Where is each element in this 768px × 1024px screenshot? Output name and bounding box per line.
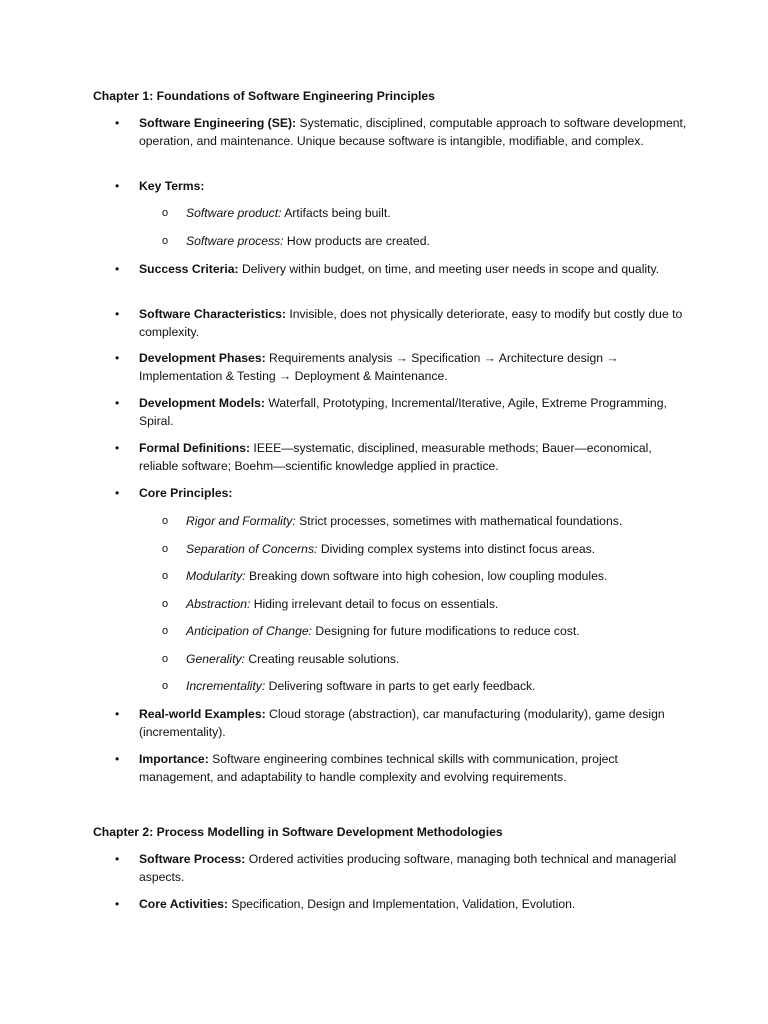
description: Software engineering combines technical skills with communication, project management, and adaptability to handle complexity and evolving requirements. [139,752,618,784]
term: Modularity: [186,569,246,583]
term: Importance: [139,752,209,766]
chapter-2-heading: Chapter 2: Process Modelling in Software Development Methodologies [93,825,503,839]
description: Ordered activities producing software, managing both technical and managerial aspects. [139,852,677,884]
description: Breaking down software into high cohesion, low coupling modules. [245,569,608,583]
term: Core Activities: [139,897,228,911]
list-item-core-activities [139,896,687,914]
sub-item-rigor-formality [186,513,706,531]
description: Artifacts being built. [281,206,391,220]
term: Rigor and Formality: [186,514,296,528]
list-item-success-criteria [139,261,687,279]
list-item-real-world-examples [139,706,687,741]
list-item-software-process [139,851,687,886]
chapter-1-heading: Chapter 1: Foundations of Software Engineering Principles [93,89,435,103]
description: Requirements analysis → Specification → Architecture design → Implementation & Testing → Deployment & Maintenance. [139,351,619,383]
term: Development Models: [139,396,265,410]
term: Generality: [186,652,245,666]
term: Success Criteria: [139,262,239,276]
description: Designing for future modifications to reduce cost. [312,624,580,638]
sub-item-incrementality [186,678,706,696]
list-item-development-models [139,395,687,430]
description: How products are created. [283,234,430,248]
description: Waterfall, Prototyping, Incremental/Iterative, Agile, Extreme Programming, Spiral. [139,396,667,428]
term: Formal Definitions: [139,441,251,455]
description: Specification, Design and Implementation, Validation, Evolution. [227,897,576,911]
term: Separation of Concerns: [186,542,318,556]
list-item-core-principles [139,485,687,503]
term: Software Process: [139,852,246,866]
list-item-software-characteristics [139,306,687,341]
term: Abstraction: [186,597,251,611]
description: IEEE—systematic, disciplined, measurable methods; Bauer—economical, reliable software; Boehm—scientific knowledge applied in practice. [139,441,652,473]
list-item-development-phases [139,350,687,385]
term: Software Engineering (SE): [139,116,297,130]
term: Anticipation of Change: [186,624,313,638]
sub-item-modularity [186,568,706,586]
list-item-software-engineering [139,115,687,150]
term: Development Phases: [139,351,266,365]
list-item-importance [139,751,687,786]
sub-item-separation-of-concerns [186,541,706,559]
list-item-formal-definitions [139,440,687,475]
sub-item-software-product [186,205,706,223]
sub-item-generality [186,651,706,669]
term: Incrementality: [186,679,266,693]
term: Software Characteristics: [139,307,286,321]
description: Delivery within budget, on time, and meeting user needs in scope and quality. [238,262,660,276]
term: Core Principles: [139,486,233,500]
description: Strict processes, sometimes with mathematical foundations. [295,514,623,528]
description: Delivering software in parts to get early feedback. [265,679,536,693]
description: Hiding irrelevant detail to focus on essentials. [250,597,499,611]
term: Key Terms: [139,179,205,193]
sub-item-anticipation-of-change [186,623,706,641]
description: Invisible, does not physically deteriorate, easy to modify but costly due to complexity. [139,307,683,339]
description: Cloud storage (abstraction), car manufacturing (modularity), game design (incrementality). [139,707,665,739]
list-item-key-terms [139,178,687,196]
term: Software process: [186,234,284,248]
description: Dividing complex systems into distinct focus areas. [317,542,596,556]
term: Software product: [186,206,282,220]
sub-item-abstraction [186,596,706,614]
term: Real-world Examples: [139,707,266,721]
description: Systematic, disciplined, computable approach to software development, operation, and maintenance. Unique because software is intangible, modifiable, and complex. [139,116,687,148]
description: Creating reusable solutions. [244,652,400,666]
sub-item-software-process [186,233,706,251]
